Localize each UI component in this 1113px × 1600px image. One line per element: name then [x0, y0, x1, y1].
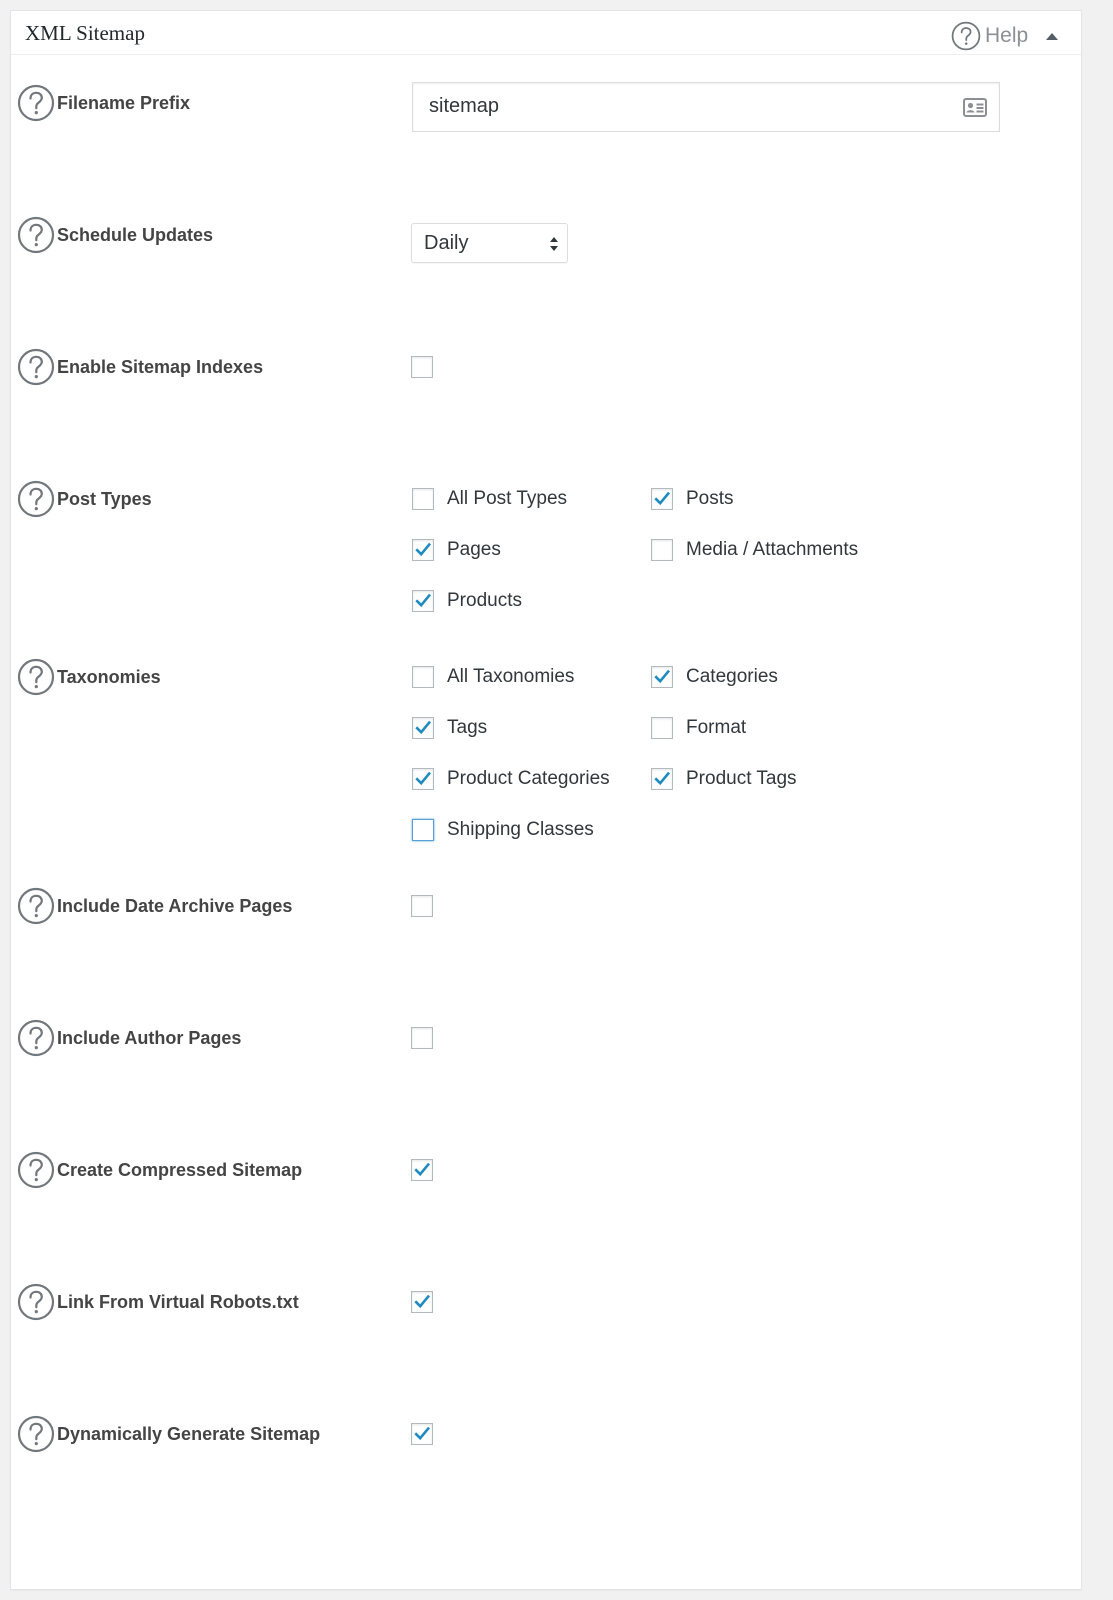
taxonomy-option-product-categories[interactable]	[412, 768, 610, 790]
contact-card-icon[interactable]	[963, 97, 987, 119]
field-label: Link From Virtual Robots.txt	[57, 1291, 299, 1312]
help-icon[interactable]	[17, 1415, 55, 1453]
taxonomy-option-product-tags[interactable]	[651, 768, 797, 790]
post-type-option-media-attachments[interactable]	[651, 539, 858, 561]
row-create-compressed-sitemap	[17, 1151, 302, 1189]
checkmark-icon	[653, 490, 671, 508]
row-link-from-virtual-robots	[17, 1283, 299, 1321]
option-label: Media / Attachments	[686, 539, 859, 560]
schedule-updates-select[interactable]	[411, 223, 568, 263]
option-label: Pages	[447, 539, 501, 560]
checkbox[interactable]	[651, 768, 673, 790]
row-include-author-pages	[17, 1019, 241, 1057]
field-label: Create Compressed Sitemap	[57, 1159, 303, 1180]
checkbox[interactable]	[412, 819, 434, 841]
row-schedule-updates	[17, 216, 213, 254]
checkmark-icon	[414, 719, 432, 737]
option-label: All Post Types	[447, 488, 568, 509]
option-label: Products	[447, 590, 522, 611]
row-dynamically-generate-sitemap	[17, 1415, 320, 1453]
row-filename-prefix	[17, 84, 190, 122]
checkmark-icon	[653, 770, 671, 788]
checkbox[interactable]	[651, 488, 673, 510]
collapse-toggle-icon[interactable]	[1041, 27, 1063, 45]
checkmark-icon	[413, 1161, 431, 1179]
help-icon[interactable]	[17, 887, 55, 925]
option-label: Product Tags	[686, 768, 797, 789]
checkbox[interactable]	[651, 539, 673, 561]
taxonomy-option-shipping-classes[interactable]	[412, 819, 594, 841]
row-enable-sitemap-indexes	[17, 348, 263, 386]
post-type-option-all-post-types[interactable]	[412, 488, 567, 510]
field-label: Enable Sitemap Indexes	[57, 356, 264, 377]
checkbox[interactable]	[651, 717, 673, 739]
checkbox[interactable]	[412, 717, 434, 739]
create-compressed-sitemap-checkbox[interactable]	[411, 1159, 433, 1181]
row-include-date-archive-pages	[17, 887, 292, 925]
help-icon[interactable]	[17, 1151, 55, 1189]
filename-prefix-input[interactable]	[412, 82, 1000, 132]
select-arrows-icon	[549, 234, 559, 254]
checkbox[interactable]	[412, 590, 434, 612]
field-label: Filename Prefix	[57, 92, 191, 113]
include-date-archive-pages-checkbox[interactable]	[411, 895, 433, 917]
xml-sitemap-panel	[10, 10, 1082, 1590]
checkmark-icon	[414, 541, 432, 559]
select-value: Daily	[424, 232, 469, 254]
link-from-virtual-robots-checkbox[interactable]	[411, 1291, 433, 1313]
help-icon[interactable]	[17, 84, 55, 122]
checkbox[interactable]	[651, 666, 673, 688]
option-label: Tags	[447, 717, 488, 738]
field-label: Include Author Pages	[57, 1027, 242, 1048]
checkbox[interactable]	[412, 539, 434, 561]
dynamically-generate-sitemap-checkbox[interactable]	[411, 1423, 433, 1445]
panel-header	[11, 11, 1081, 55]
checkbox[interactable]	[412, 488, 434, 510]
field-label: Post Types	[57, 488, 152, 509]
input-value: sitemap	[429, 95, 500, 117]
option-label: Categories	[686, 666, 778, 687]
help-icon[interactable]	[17, 1283, 55, 1321]
post-type-option-pages[interactable]	[412, 539, 501, 561]
option-label: Posts	[686, 488, 734, 509]
taxonomy-option-categories[interactable]	[651, 666, 778, 688]
option-label: Format	[686, 717, 747, 738]
field-label: Schedule Updates	[57, 224, 214, 245]
help-icon[interactable]	[17, 216, 55, 254]
panel-title: XML Sitemap	[25, 21, 145, 45]
help-icon[interactable]	[17, 1019, 55, 1057]
taxonomy-option-format[interactable]	[651, 717, 746, 739]
option-label: Product Categories	[447, 768, 610, 789]
post-type-option-products[interactable]	[412, 590, 522, 612]
checkmark-icon	[414, 592, 432, 610]
row-taxonomies	[17, 658, 161, 696]
taxonomy-option-tags[interactable]	[412, 717, 487, 739]
field-label: Include Date Archive Pages	[57, 895, 293, 916]
checkbox[interactable]	[412, 768, 434, 790]
checkmark-icon	[413, 1293, 431, 1311]
checkmark-icon	[413, 1425, 431, 1443]
help-icon[interactable]	[17, 480, 55, 518]
option-label: All Taxonomies	[447, 666, 575, 687]
help-icon	[951, 21, 981, 51]
field-label: Taxonomies	[57, 666, 161, 687]
help-icon[interactable]	[17, 658, 55, 696]
checkbox[interactable]	[412, 666, 434, 688]
option-label: Shipping Classes	[447, 819, 594, 840]
checkmark-icon	[414, 770, 432, 788]
enable-sitemap-indexes-checkbox[interactable]	[411, 356, 433, 378]
field-label: Dynamically Generate Sitemap	[57, 1423, 321, 1444]
row-post-types	[17, 480, 152, 518]
checkmark-icon	[653, 668, 671, 686]
help-link[interactable]	[951, 21, 1028, 51]
taxonomy-option-all-taxonomies[interactable]	[412, 666, 574, 688]
help-label: Help	[985, 24, 1029, 47]
help-icon[interactable]	[17, 348, 55, 386]
include-author-pages-checkbox[interactable]	[411, 1027, 433, 1049]
post-type-option-posts[interactable]	[651, 488, 734, 510]
